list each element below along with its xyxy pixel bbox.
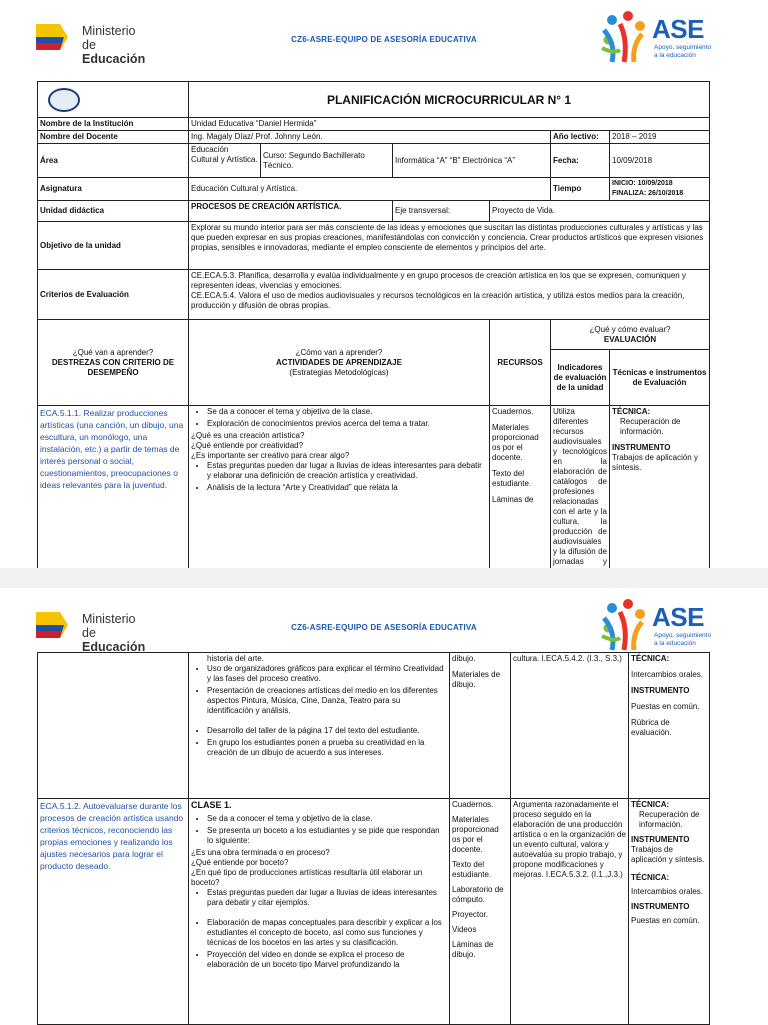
ase-logo: [598, 10, 718, 66]
question: ¿En qué tipo de producciones artísticas resultaría útil elaborar un boceto?: [191, 868, 423, 887]
question: ¿Qué entiende por creatividad?: [191, 441, 304, 450]
col-indicators: Indicadores de evaluación de la unidad: [551, 350, 610, 406]
technique-value: Intercambios orales.: [631, 670, 704, 679]
criteria-value: CE.ECA.5.3. Planifica, desarrolla y evalúa individualmente y en grupo procesos de creación artística en los que se expresen, comuniquen y representen ideas, vivencias y emociones. CE.ECA.5.4. Valora el uso de medios audiovisuales y recursos tecnológicos en la creación artística, y utiliza estos medios para la creación, producción y difusión de obras propias.: [189, 270, 710, 320]
ase-tagline: Apoyo, seguimiento a la educación: [654, 632, 712, 647]
skill-2: ECA.5.1.2. Autoevaluarse durante los procesos de creación artística usando criterios técnicos, reconociendo las propias emociones y realizando los ajustes necesarios para lograr el producto deseado.: [38, 799, 189, 1025]
col-eval: ¿Qué y cómo evaluar? EVALUACIÓN: [551, 320, 710, 350]
techniques-cont: [629, 653, 710, 799]
ministry-name: Ministerio de Educación: [82, 612, 146, 654]
instrument-label: INSTRUMENTO: [612, 443, 671, 452]
activity-item: • Estas preguntas pueden dar lugar a lluvias de ideas interesantes para debatir y citar ejemplos.: [207, 888, 447, 908]
activity-item: • Proyección del video en donde se explica el proceso de elaboración de un boceto tipo Marvel profundizando la: [207, 950, 447, 970]
activity-item: • Exploración de conocimientos previos acerca del tema a tratar.: [207, 419, 487, 429]
axis-label: Eje transversal:: [393, 201, 490, 222]
resource-item: Materiales de dibujo.: [452, 670, 501, 689]
year-label: Año lectivo:: [551, 131, 610, 144]
technique-value: Recuperación de información.: [639, 810, 700, 829]
resource-item: Cuadernos.: [492, 407, 534, 416]
seal-icon: [48, 88, 80, 112]
teacher-value: Ing. Magaly Díaz/ Prof. Johnny León.: [189, 131, 551, 144]
unit-value: PROCESOS DE CREACIÓN ARTÍSTICA.: [189, 201, 393, 222]
skill-cont: [38, 653, 189, 799]
indicator-cont: cultura. I.ECA.5.4.2. (I.3., S.3.): [511, 653, 629, 799]
objective-value: Explorar su mundo interior para ser más consciente de las ideas y emociones que suscitan las distintas producciones culturales y artísticas y las que pueden expresar en sus propias creaciones, manifestándolas con convicción y conciencia. Crear productos artísticos que expresen visiones propias, sensibles e innovadoras, mediante el empleo consciente de elementos y principios del arte.: [189, 222, 710, 270]
question: ¿Qué entiende por boceto?: [191, 858, 289, 867]
question: ¿Qué es una creación artística?: [191, 431, 305, 440]
technique-label: TÉCNICA:: [631, 873, 670, 882]
technique-label: TÉCNICA:: [631, 654, 670, 663]
indicator-1: Utiliza diferentes recursos audiovisuales y tecnológicos en la elaboración de catálogos de profesiones relacionadas con el arte y la cultura, la producción de audiovisuales y la difusión de jornadas y: [551, 406, 610, 629]
activity-item: historia del arte.: [207, 654, 264, 663]
page-gap: [0, 568, 768, 588]
subject-label: Asignatura: [38, 178, 189, 201]
ase-logo: [598, 598, 718, 654]
resource-item: Texto del estudiante.: [452, 860, 492, 879]
institution-seal: [38, 82, 189, 118]
activity-item: • Uso de organizadores gráficos para explicar el término Creatividad y las fases del proceso creativo.: [207, 664, 447, 684]
axis-value: Proyecto de Vida.: [490, 201, 710, 222]
objective-label: Objetivo de la unidad: [38, 222, 189, 270]
ase-figures-icon: [598, 10, 650, 66]
techniques-2: [629, 799, 710, 1025]
activity-item: • En grupo los estudiantes ponen a prueba su creatividad en la creación de un dibujo de acuerdo a sus intereses.: [207, 738, 447, 758]
activity-item: • Se da a conocer el tema y objetivo de la clase.: [207, 407, 487, 417]
ase-tagline: Apoyo, seguimiento a la educación: [654, 44, 712, 59]
institution-value: Unidad Educativa “Daniel Hermida”: [189, 118, 710, 131]
parallel-value: Informática “A” “B” Electrónica “A”: [393, 144, 551, 178]
resource-item: Materiales proporcionad os por el docente.: [452, 815, 499, 854]
col-techniques: Técnicas e instrumentos de Evaluación: [610, 350, 710, 406]
resource-item: Láminas de: [492, 495, 534, 504]
document-page-2: [0, 588, 768, 1024]
ase-brand: ASE: [652, 602, 704, 632]
teacher-label: Nombre del Docente: [38, 131, 189, 144]
resource-item: Laboratorio de cómputo.: [452, 885, 504, 904]
instrument-label: INSTRUMENTO: [631, 835, 690, 844]
resource-item: Texto del estudiante.: [492, 469, 532, 488]
page-header: [0, 0, 768, 82]
technique-label: TÉCNICA:: [631, 800, 670, 809]
resource-item: Proyector.: [452, 910, 489, 919]
question: ¿Es importante ser creativo para crear algo?: [191, 451, 350, 460]
activity-item: • Elaboración de mapas conceptuales para describir y explicar a los estudiantes el concepto de boceto, así como sus funciones y técnicas de los bocetos en las artes y su clasificación.: [207, 918, 447, 948]
resource-item: Videos: [452, 925, 477, 934]
subject-value: Educación Cultural y Artística.: [189, 178, 551, 201]
instrument-value: Puestas en común.: [631, 916, 700, 925]
activity-item: • Se presenta un boceto a los estudiantes y se pide que respondan lo siguiente:: [207, 826, 447, 846]
activity-item: • Se da a conocer el tema y objetivo de la clase.: [207, 814, 447, 824]
activity-item: • Presentación de creaciones artísticas del medio en los diferentes aspectos Pintura, Música, Cine, Danza, Teatro para su identificación y análisis.: [207, 686, 447, 716]
indicator-2: Argumenta razonadamente el proceso seguido en la elaboración de una producción artística o en la organización de un evento cultural, valora y autoevalúa su propio trabajo, y propone modificaciones y mejoras. I.ECA.5.3.2. (I.1.,J.3.): [511, 799, 629, 1025]
time-label: Tiempo: [551, 178, 610, 201]
year-value: 2018 – 2019: [610, 131, 710, 144]
technique-label: TÉCNICA:: [612, 407, 651, 416]
unit-label: Unidad didáctica: [38, 201, 189, 222]
resource-item: Cuadernos.: [452, 800, 494, 809]
planning-table: [37, 81, 710, 629]
activity-item: • Desarrollo del taller de la página 17 del texto del estudiante.: [207, 726, 447, 736]
activities-cont: [189, 653, 450, 799]
question: ¿Es una obra terminada o en proceso?: [191, 848, 330, 857]
instrument-label: INSTRUMENTO: [631, 686, 690, 695]
ase-figures-icon: [598, 598, 650, 654]
col-how: ¿Cómo van a aprender? ACTIVIDADES DE APRENDIZAJE (Estrategias Metodológicas): [189, 320, 490, 406]
instrument-value: Rúbrica de evaluación.: [631, 718, 672, 737]
technique-value: Intercambios orales.: [631, 887, 704, 896]
ase-brand: ASE: [652, 14, 704, 44]
col-what: ¿Qué van a aprender? DESTREZAS CON CRITERIO DE DESEMPEÑO: [38, 320, 189, 406]
header-title: CZ6-ASRE-EQUIPO DE ASESORÍA EDUCATIVA: [291, 35, 477, 44]
ministry-name: Ministerio de Educación: [82, 24, 146, 66]
resource-item: Materiales proporcionad os por el docente.: [492, 423, 539, 462]
activities-2: [189, 799, 450, 1025]
class-label: CLASE 1.: [191, 800, 232, 810]
area-value: Educación Cultural y Artística.: [189, 144, 261, 178]
header-title: CZ6-ASRE-EQUIPO DE ASESORÍA EDUCATIVA: [291, 623, 477, 632]
institution-label: Nombre de la Institución: [38, 118, 189, 131]
col-resources: RECURSOS: [490, 320, 551, 406]
technique-value: Recuperación de información.: [620, 417, 681, 436]
resources-cont: [450, 653, 511, 799]
area-label: Área: [38, 144, 189, 178]
course-value: Curso: Segundo Bachillerato Técnico.: [261, 144, 393, 178]
date-value: 10/09/2018: [610, 144, 710, 178]
criteria-label: Criterios de Evaluación: [38, 270, 189, 320]
skill-1: ECA.5.1.1. Realizar producciones artísticas (una canción, un dibujo, una escultura, un monólogo, una instalación, etc.) a partir de temas de interés personal o social, cuestionamientos, preocupaciones o ideas relevantes para la juventud.: [38, 406, 189, 629]
instrument-value: Trabajos de aplicación y síntesis.: [631, 845, 705, 864]
resources-2: [450, 799, 511, 1025]
date-label: Fecha:: [551, 144, 610, 178]
resource-item: dibujo.: [452, 654, 476, 663]
planning-table-continued: [37, 652, 710, 1025]
resource-item: Láminas de dibujo.: [452, 940, 494, 959]
activity-item: • Análisis de la lectura “Arte y Creatividad” que relata la: [207, 483, 487, 493]
instrument-label: INSTRUMENTO: [631, 902, 690, 911]
instrument-value: Puestas en común.: [631, 702, 700, 711]
instrument-value: Trabajos de aplicación y síntesis.: [612, 453, 698, 472]
time-value: INICIO: 10/09/2018 FINALIZA: 26/10/2018: [610, 178, 710, 201]
doc-title: PLANIFICACIÓN MICROCURRICULAR N° 1: [189, 82, 710, 118]
activity-item: • Estas preguntas pueden dar lugar a lluvias de ideas interesantes para debatir y elaborar una definición de creación artística y creatividad.: [207, 461, 487, 481]
